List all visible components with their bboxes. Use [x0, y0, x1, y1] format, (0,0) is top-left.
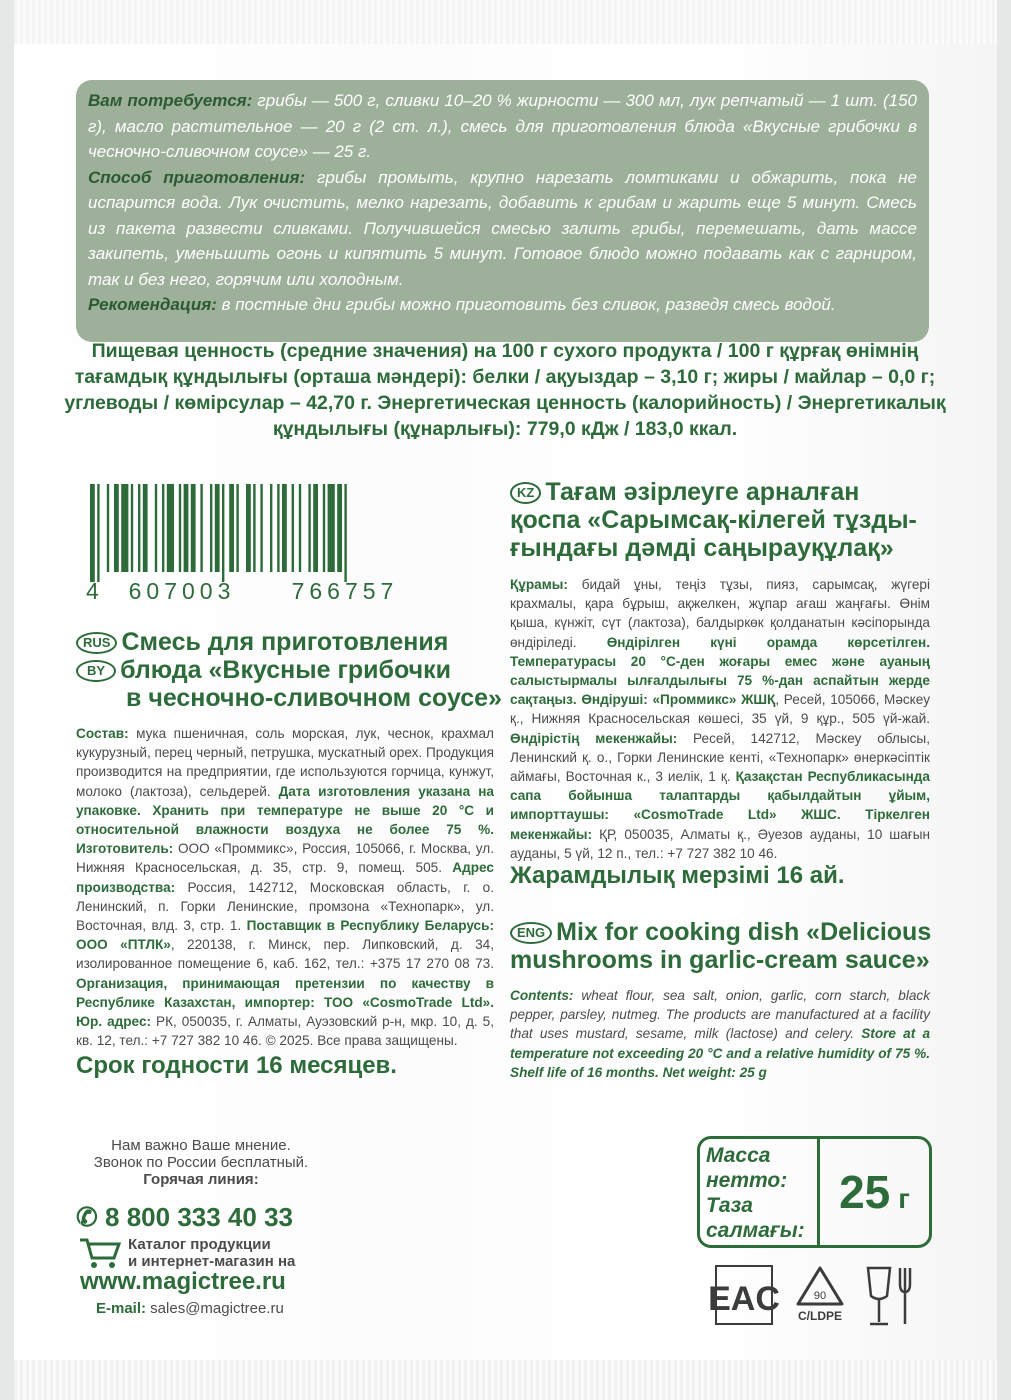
method-label: Способ приготовления:: [88, 167, 306, 187]
recommendation-label: Рекомендация:: [88, 295, 217, 314]
net-weight-unit: г: [898, 1183, 910, 1214]
badge-by: BY: [76, 660, 116, 682]
barcode-digits-right: 766757: [291, 578, 399, 604]
en-composition: [510, 986, 930, 1082]
net-weight-labels: [700, 1139, 820, 1245]
kz-comp-text: бидай ұны, теңіз тұзы, пияз, сарымсақ, жүгері крахмалы, қара бұрыш, ақжелкен, жұпар ағаш жаңғағы. Өнім қыша, күнжіт, сүт (лактоза), балдыркөк қолданатын кәсіпорында өндіріледі.: [510, 577, 930, 650]
food-safe-icon: [868, 1268, 910, 1324]
eac-mark-icon: [708, 1266, 780, 1324]
kz-title-line3: ғындағы дәмді саңырауқұлақ»: [510, 534, 894, 562]
net-label1: Масса: [706, 1144, 771, 1167]
ru-comp-text: мука пшеничная, соль морская, лук, чеснок, крахмал кукурузный, перец черный, петрушка, мускатный орех. Продукция производится на предприятии, где используются горчица, кунжут, молоко (лактоза), сельдерей.: [76, 726, 494, 799]
kz-imp-label: Қазақстан Республикасында сапа бойынша талаптарды қабылдайтын ұйым, импорттаушы: «CosmoTrade Ltd» ЖШС. Тіркелген мекенжайы:: [510, 769, 930, 842]
en-comp-text: wheat flour, sea salt, onion, garlic, corn starch, black pepper, parsley, nutmeg. The products are manufactured at a facility that uses mustard, sesame, milk (lactose) and celery.: [510, 988, 930, 1042]
phone-icon: ✆: [76, 1202, 98, 1232]
barcode: [88, 484, 433, 582]
need-text: грибы — 500 г, сливки 10–20 % жирности — 300 мл, лук репчатый — 1 шт. (150 г), масло растительное — 20 г (2 ст. л.), смесь для приготовления блюда «Вкусные грибочки в чесночно-сливочном соусе» — 25 г.: [88, 91, 918, 161]
barcode-bar: [114, 484, 119, 572]
kz-title: [510, 478, 940, 562]
barcode-bar: [97, 484, 99, 582]
kz-addr-text: Ресей, 142712, Мәскеу облысы, Ленинский қ. о., Горки Ленинские кенті, «Технопарк» өнеркәсіптік аймағы, Восточная к., 3 иелік, 1 қ.: [510, 730, 930, 785]
barcode-bar: [308, 484, 310, 572]
hotline-label: Горячая линия:: [143, 1171, 259, 1188]
net-weight-value: 25: [839, 1166, 891, 1218]
barcode-bar: [191, 484, 196, 572]
email-line[interactable]: [96, 1300, 284, 1317]
kz-comp-label: Құрамы:: [510, 577, 568, 592]
barcode-bar: [253, 484, 255, 572]
ru-by-label: Поставщик в Республику Беларусь: ООО «ПТЛК»: [76, 918, 494, 953]
en-store-text: Store at a temperature not exceeding 20 °C and a relative humidity of 75 %. Shelf life of 16 months. Net weight: 25 g: [510, 1026, 931, 1080]
barcode-bar: [179, 484, 181, 572]
ru-addr-label: Адрес производства:: [76, 860, 494, 895]
recycle-icon: [798, 1268, 842, 1323]
barcode-bar: [131, 484, 133, 572]
ru-date-text: Дата изготовления указана на упаковке. Хранить при температуре не выше 20 °C и относительной влажности воздуха не более 75 %.: [76, 783, 494, 838]
catalog-text: [128, 1236, 295, 1270]
barcode-bar: [167, 484, 174, 572]
barcode-bar: [229, 484, 234, 572]
barcode-bar: [215, 484, 220, 572]
cart-icon: [78, 1236, 122, 1270]
kz-title-line1: Тағам әзірлеуге арналған: [545, 478, 860, 506]
kz-title-line2: қоспа «Сарымсақ-кілегей тұзды-: [510, 506, 917, 534]
ru-title-line3: в чесночно-сливочном соусе»: [126, 684, 502, 712]
recommendation-text: в постные дни грибы можно приготовить без сливок, разведя смесь водой.: [216, 295, 836, 314]
kz-addr-label: Өндірістің мекенжайы:: [510, 730, 678, 746]
barcode-bar: [337, 484, 342, 572]
ru-title-line2: блюда «Вкусные грибочки: [120, 656, 451, 684]
barcode-bar: [270, 484, 272, 572]
contact-info: [76, 1137, 326, 1188]
kz-maker-text: , Ресей, 105066, Мәскеу қ., Нижняя Красносельская көшесі, 35 үй, 9 құр., 505 үй-жай.: [510, 692, 930, 727]
barcode-bar: [344, 484, 346, 582]
barcode-bar: [236, 484, 238, 572]
barcode-bar: [138, 484, 140, 572]
barcode-bar: [200, 484, 202, 572]
barcode-bar: [121, 484, 128, 572]
bottom-seal: [14, 1360, 997, 1400]
barcode-bar: [222, 484, 224, 582]
barcode-bar: [210, 484, 212, 572]
contact-line2: Звонок по России бесплатный.: [93, 1154, 309, 1171]
eac-text: EAC: [708, 1280, 780, 1318]
barcode-digits: [86, 578, 431, 605]
ru-kz-label: Организация, принимающая претензии по качеству в Республике Казахстан, импортер: ТОО «CosmoTrade Ltd». Юр. адрес:: [76, 975, 494, 1030]
net-label4: салмағы:: [706, 1219, 805, 1242]
ru-maker-text: ООО «Проммикс», Россия, 105066, г. Москва, ул. Нижняя Красносельская, д. 35, стр. 9, помещ. 505.: [76, 841, 494, 876]
ru-maker-label: Изготовитель:: [76, 841, 174, 857]
phone-number: 8 800 333 40 33: [105, 1202, 293, 1232]
ru-comp-label: Состав:: [76, 726, 129, 741]
ru-composition: [76, 724, 494, 1050]
net-label3: Таза: [706, 1194, 753, 1217]
need-label: Вам потребуется:: [88, 91, 253, 110]
ru-kz-text: РК, 050035, г. Алматы, Ауэзовский р-н, мкр. 10, д. 5, кв. 12, тел.: +7 727 382 10 46. © 2025. Все права защищены.: [76, 1014, 494, 1049]
barcode-bar: [90, 484, 95, 582]
barcode-bar: [299, 484, 301, 572]
contact-line1: Нам важно Ваше мнение.: [111, 1137, 291, 1154]
recipe-box: [76, 80, 929, 342]
ru-shelf-life: Срок годности 16 месяцев.: [76, 1052, 397, 1079]
badge-kz: KZ: [510, 482, 541, 504]
kz-imp-text: ҚР, 050035, Алматы қ., Әуезов ауданы, 10 шағын ауданы, 5 үй, 12 п., тел.: +7 727 382 10 46.: [510, 826, 930, 861]
ru-by-text: , 220138, г. Минск, пер. Липковский, д. 34, изолированное помещение 6, каб. 162, тел.: +375 17 270 08 73.: [76, 937, 494, 972]
kz-date-text: Өндірілген күні орамда көрсетілген. Температурасы 20 °С-ден жоғары емес және ауаның салыстырмалы ылғалдылығы 75 %-дан аспайтын жерде сақтаңыз. Өндіруші: «Проммикс» ЖШҚ: [510, 634, 930, 708]
barcode-bar: [328, 484, 335, 572]
top-seal: [14, 0, 997, 44]
barcode-bar: [184, 484, 189, 572]
net-weight-box: [697, 1136, 932, 1248]
en-title-line1: Mix for cooking dish «Delicious: [556, 918, 932, 946]
email-label: E-mail:: [96, 1300, 147, 1317]
barcode-bar: [313, 484, 318, 572]
barcode-bar: [277, 484, 279, 572]
nutrition-facts: Пищевая ценность (средние значения) на 100 г сухого продукта / 100 г құрғақ өнімнің тағамдық құндылығы (орташа мәндері): белки / ақуыздар – 3,10 г; жиры / майлар – 0,0 г; углеводы / көмірсулар – 42,70 г. Энергетическая ценность (калорийность) / Энергетикалық құндылығы (құнарлығы): 779,0 кДж / 183,0 ккал.: [64, 340, 946, 440]
en-title: [510, 918, 940, 974]
barcode-bar: [260, 484, 262, 572]
barcode-bar: [246, 484, 251, 572]
badge-eng: ENG: [510, 922, 552, 944]
barcode-digit-first: 4: [86, 578, 104, 604]
barcode-bar: [292, 484, 294, 572]
barcode-bar: [143, 484, 148, 572]
barcode-digits-left: 607003: [128, 578, 236, 604]
catalog-line2: и интернет-магазин на: [128, 1253, 296, 1270]
barcode-bar: [282, 484, 287, 572]
kz-shelf-life: Жарамдылық мерзімі 16 ай.: [510, 862, 845, 889]
barcode-bar: [155, 484, 157, 572]
badge-rus: RUS: [76, 632, 117, 654]
recycle-code: C/LDPE: [797, 1309, 843, 1323]
barcode-bar: [323, 484, 325, 572]
catalog-line1: Каталог продукции: [128, 1236, 271, 1253]
kz-composition: [510, 575, 930, 863]
recycle-number: 90: [813, 1290, 827, 1302]
ru-addr-text: Россия, 142712, Московская область, г. о. Ленинский, п. Горки Ленинские, промзона «Технопарк», ул. Восточная, влд. 3, стр. 1.: [76, 879, 494, 934]
method-text: грибы промыть, крупно нарезать ломтиками и обжарить, пока не испарится вода. Лук очистить, мелко нарезать, добавить к грибам и жарить еще 5 минут. Смесь из пакета развести сливками. Получившейся смесью залить грибы, перемешать, дать массе закипеть, уменьшить огонь и кипятить 5 минут. Готовое блюдо можно подавать как с гарниром, так и без него, горячим или холодным.: [88, 167, 918, 289]
net-label2: нетто:: [706, 1169, 788, 1192]
ru-title: [76, 628, 506, 712]
en-title-line2: mushrooms in garlic-cream sauce»: [510, 946, 930, 974]
barcode-bar: [162, 484, 164, 572]
compliance-icons: [700, 1262, 940, 1332]
email-address: sales@magictree.ru: [146, 1300, 284, 1317]
website-link[interactable]: www.magictree.ru: [80, 1268, 286, 1295]
ru-title-line1: Смесь для приготовления: [121, 628, 449, 656]
net-weight-value-box: [820, 1139, 929, 1245]
en-comp-label: Contents:: [510, 988, 574, 1003]
hotline-phone[interactable]: [76, 1202, 293, 1233]
barcode-bar: [107, 484, 109, 572]
